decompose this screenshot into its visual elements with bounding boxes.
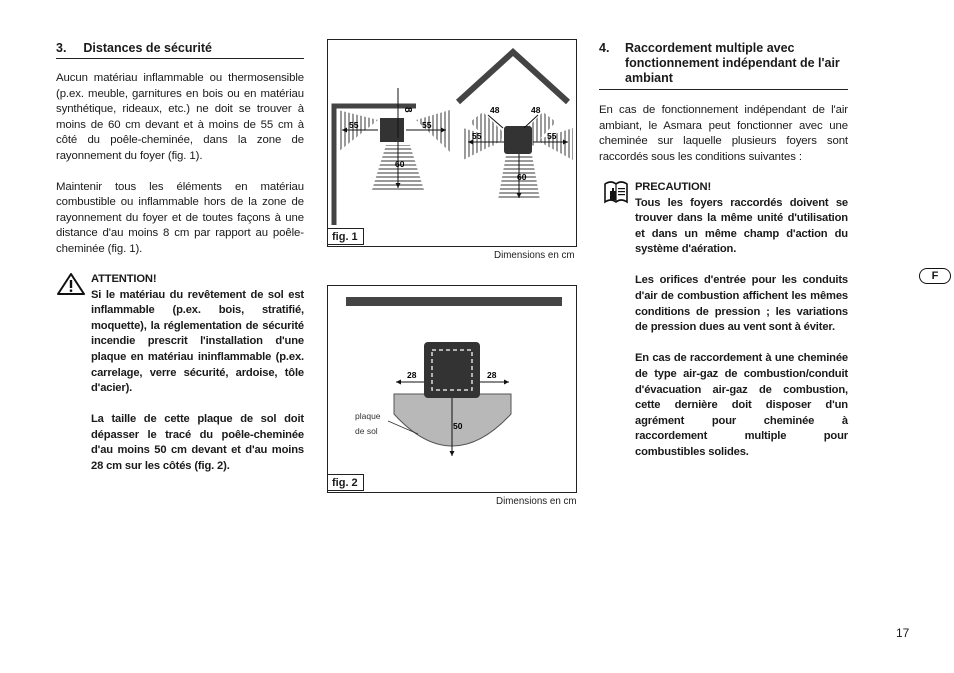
figure-1-caption: Dimensions en cm (494, 250, 575, 261)
precaution-paragraph-1: Tous les foyers raccordés doivent se trouver dans la même unité d'utilisation et dans un même champ d'action du système d'aération. (635, 196, 848, 256)
section3-rule (56, 58, 304, 59)
fig1-right-corner-right: 48 (531, 105, 541, 115)
figure-2-label: fig. 2 (327, 474, 364, 491)
fig1-left-side-right: 55 (422, 120, 432, 130)
attention-paragraph-2: La taille de cette plaque de sol doit dépasser le tracé du poêle-cheminée d'au moins 50 cm devant et d'au moins 28 cm sur les côtés (fig. 2). (91, 413, 304, 473)
section3-title: Distances de sécurité (83, 41, 212, 55)
page-number: 17 (896, 626, 910, 640)
fig1-left-wall: 8 (402, 107, 413, 113)
fig1-right-side-left: 55 (472, 131, 482, 141)
section4-title-line3: ambiant (625, 71, 673, 85)
section4-intro: En cas de fonctionnement indépendant de l'air ambiant, le Asmara peut fonctionner avec une cheminée sur laquelle plusieurs foyers sont raccordés sous les conditions suivantes : (599, 104, 848, 163)
section4-title-line1: Raccordement multiple avec (625, 41, 795, 55)
warning-triangle-icon (56, 272, 86, 296)
section3-paragraph-1: Aucun matériau inflammable ou thermosensible (p.ex. meuble, garnitures en bois ou en matériau synthétique, rideaux, etc.) ne doit se trouver à moins de 60 cm devant et à moins de 55 cm à côté du poêle-cheminée, dans la zone de rayonnement du foyer (fig. 1). (56, 72, 304, 162)
fig1-left-side-left: 55 (349, 120, 359, 130)
fig2-side-left: 28 (407, 370, 417, 380)
language-tab-badge: F (919, 268, 951, 284)
fig2-plate-label-1: plaque (355, 411, 381, 421)
figure-1-diagram (328, 40, 576, 246)
precaution-block (635, 180, 848, 476)
section3-body (56, 71, 304, 273)
section4-rule (599, 89, 848, 90)
figure-1 (327, 39, 577, 247)
precaution-label: PRECAUTION! (635, 181, 712, 193)
attention-label: ATTENTION! (91, 273, 157, 285)
radiation-right-cone (416, 110, 450, 152)
section4-number: 4. (599, 41, 610, 55)
fig2-plate-label-2: de sol (355, 426, 378, 436)
fig1-right-corner-left: 48 (490, 105, 500, 115)
fig2-front: 50 (453, 421, 463, 431)
fig1-right-front: 60 (517, 172, 527, 182)
section4-heading (599, 41, 849, 86)
attention-block (91, 272, 304, 490)
fig1-right-side-right: 55 (547, 131, 557, 141)
figure-2-diagram (328, 286, 576, 492)
figure-2 (327, 285, 577, 493)
fig2-side-right: 28 (487, 370, 497, 380)
figure-1-label: fig. 1 (327, 228, 364, 245)
section3-paragraph-2: Maintenir tous les éléments en matériau combustible ou inflammable hors de la zone de rayonnement du foyer et de toutes façons à une distance d'au moins 8 cm par rapport au poêle-cheminée (fig. 1). (56, 180, 304, 255)
section4-title-line2: fonctionnement indépendant de l'air (625, 56, 840, 70)
precaution-paragraph-2: Les orifices d'entrée pour les conduits d'air de combustion affichent les mêmes conditions de pression ; les variations de pression dues au vent sont à éviter. (635, 274, 848, 334)
precaution-paragraph-3: En cas de raccordement à une cheminée de type air-gaz de combustion/conduit d'évacuation air-gaz de combustion, cette dernière doit disposer d'un agrément pour cheminée à raccordement multiple pour combustibles solides. (635, 352, 848, 458)
section3-number: 3. (56, 41, 67, 55)
section3-heading (56, 41, 304, 56)
hand-book-icon (601, 178, 631, 206)
attention-paragraph-1: Si le matériau du revêtement de sol est inflammable (p.ex. bois, stratifié, moquette), la réglementation de sécurité incendie prescrit l'installation d'une plaque en matériau ininflammable (p.ex. carrelage, verre sécurité, ardoise, tôle d'acier). (91, 288, 304, 395)
fig1-left-front: 60 (395, 159, 405, 169)
figure-2-caption: Dimensions en cm (496, 496, 577, 507)
